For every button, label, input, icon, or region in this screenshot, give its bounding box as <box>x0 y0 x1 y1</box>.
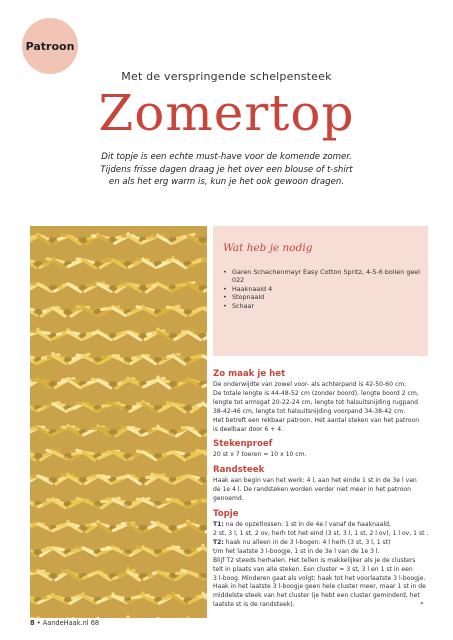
body-line: laatste st is de randsteek). <box>213 601 295 609</box>
section-title-randsteek: Randsteek <box>213 465 265 476</box>
body-line: Haak in het laatste 3 l-boogje geen hele cluster meer, maar 1 st in de <box>213 583 426 591</box>
materials-item: • Schaar <box>223 302 423 310</box>
section-body-randsteek <box>213 477 431 504</box>
article-subtitle: Met de verspringende schelpensteek <box>121 70 332 83</box>
patroon-badge <box>22 18 78 74</box>
materials-list <box>223 268 423 310</box>
section-title-stekenproef: Stekenproef <box>213 439 273 450</box>
section-body-stekenproef <box>213 451 431 460</box>
intro-line: Dit topje is een echte must-have voor de komende zomer. <box>101 152 352 162</box>
section-title-topje: Topje <box>213 509 239 520</box>
body-line: t/m het laatste 3 l-boogje, 1 st in de 3e l van de 1e 3 l. <box>213 547 380 555</box>
page-footer <box>30 619 99 627</box>
page-number: 8 <box>30 619 35 627</box>
section-body-zo-maak-je-het <box>213 381 431 434</box>
pattern-instructions <box>213 364 431 610</box>
section-title-zo-maak-je-het: Zo maak je het <box>213 369 286 379</box>
body-line: De totale lengte is 44-48-52 cm (zonder boord), lengte boord 2 cm, <box>213 389 419 397</box>
materials-item: • Garen Schachenmayr Easy Cotton Spritz, 4-5-6 bollen geel 022 <box>223 268 423 285</box>
body-line: Blijf T2 steeds herhalen. Het tellen is makkelijker als je de clusters <box>213 556 416 564</box>
body-line: De onderwijdte van zowel voor- als achterpand is 42-50-60 cm. <box>213 381 407 388</box>
row-text: na de opzetlossen: 1 st in de 4e l vanaf de haaknaald, <box>223 521 391 529</box>
body-line: de 1e 4 l. De randsteken worden verder niet meer in het patroon <box>213 486 411 494</box>
body-line: Haak aan begin van het werk: 4 l, aan het einde 1 st in de 3e l van <box>213 477 417 485</box>
badge-label: Patroon <box>25 39 75 53</box>
footer-separator: • <box>36 619 41 627</box>
intro-line: Tijdens frisse dagen draag je het over een blouse of t-shirt <box>100 164 353 175</box>
materials-panel <box>213 226 428 356</box>
body-line: 3 l-boog. Minderen gaat als volgt: haak tot het voorlaatste 3 l-boogje. <box>213 574 426 582</box>
materials-item: • Stopnaald <box>223 293 423 301</box>
crochet-texture-image <box>30 226 207 618</box>
article-title: Zomertop <box>98 84 355 142</box>
body-line: telt in plaats van alle steken. Een cluster = 3 st, 3 l en 1 st in een <box>213 565 413 573</box>
body-line: is deelbaar door 6 + 4. <box>213 425 284 433</box>
row-label-t2: T2: <box>213 538 224 546</box>
body-line: middelste steek van het cluster (je hebt een cluster geminderd, het <box>213 592 420 600</box>
body-line: Het betreft een rekbaar patroon. Het aantal steken van het patroon <box>213 416 420 424</box>
intro-text <box>60 151 393 189</box>
body-line: 38-42-46 cm, lengte tot halsuitsnijding voorpand 34-38-42 cm. <box>213 407 406 415</box>
body-line: 20 st x 7 toeren = 10 x 10 cm. <box>213 451 307 459</box>
row-label-t1: T1: <box>213 521 224 529</box>
row-text: haak nu alleen in de 3 l-bogen: 4 l herh (3 st, 3 l, 1 st) <box>223 538 391 546</box>
section-body-topje <box>213 521 431 610</box>
materials-item: • Haaknaald 4 <box>223 285 423 293</box>
body-line: genoemd. <box>213 495 244 503</box>
intro-line: en als het erg warm is, kun je het ook gewoon dragen. <box>108 177 345 188</box>
crochet-photo <box>30 226 207 618</box>
body-line <box>213 539 431 548</box>
body-line: lengte tot armsgat 20-22-24 cm, lengte tot halsuitsnijding rugpand <box>213 398 418 406</box>
magazine-name: AandeHaak.nl 68 <box>42 619 100 627</box>
body-line: 2 st, 3 l, 1 st, 2 ov, herh tot het eind (3 st, 3 l, 1 st, 2 l ov), 1 l ov, 1 st . <box>213 529 429 537</box>
body-line <box>213 521 431 530</box>
continue-arrow-icon: » <box>420 600 424 607</box>
materials-title: Wat heb je nodig <box>223 242 313 254</box>
